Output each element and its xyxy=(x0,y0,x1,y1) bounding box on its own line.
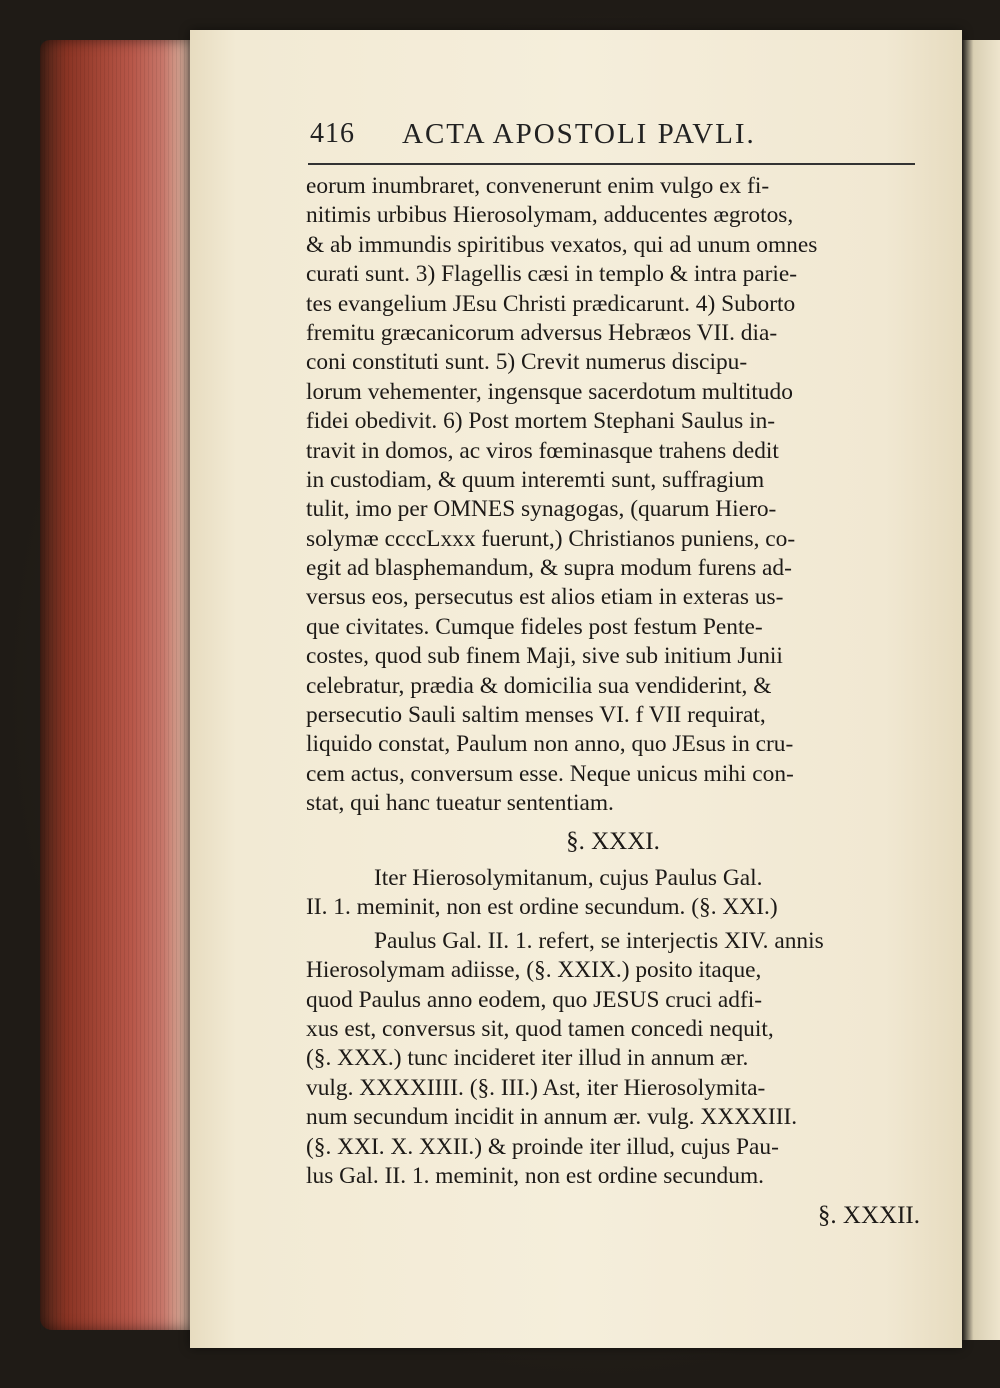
text-line: egit ad blasphemandum, & supra modum furens ad- xyxy=(306,555,792,582)
text-line: Iter Hierosolymitanum, cujus Paulus Gal. xyxy=(374,864,763,891)
text-line: travit in domos, ac viros fœminasque trahens dedit xyxy=(306,437,779,464)
running-head xyxy=(310,118,915,164)
text-line: lorum vehementer, ingensque sacerdotum multitudo xyxy=(306,378,793,405)
text-line: lus Gal. II. 1. meminit, non est ordine secundum. xyxy=(306,1162,764,1189)
text-line: Hierosolymam adiisse, (§. XXIX.) posito itaque, xyxy=(306,957,762,984)
header-rule xyxy=(308,163,915,165)
text-line: stat, qui hanc tueatur sententiam. xyxy=(306,790,614,817)
section-summary xyxy=(306,864,920,923)
main-text xyxy=(306,172,920,1231)
text-line: solymæ ccccLxxx fuerunt,) Christianos puniens, co- xyxy=(306,525,796,552)
text-line: persecutio Sauli saltim menses VI. f VII requirat, xyxy=(306,702,766,729)
catchword: §. XXXII. xyxy=(817,1202,920,1230)
text-line: in custodiam, & quum interemti sunt, suffragium xyxy=(306,466,765,493)
text-line: quod Paulus anno eodem, quo JESUS cruci adfi- xyxy=(306,986,763,1013)
text-line: fremitu græcanicorum adversus Hebræos VII. dia- xyxy=(306,319,778,346)
text-line: cem actus, conversum esse. Neque unicus mihi con- xyxy=(306,760,794,787)
text-line: celebratur, prædia & domicilia sua vendiderint, & xyxy=(306,672,772,699)
text-line: (§. XXX.) tunc incideret iter illud in annum ær. xyxy=(306,1045,749,1072)
text-line: (§. XXI. X. XXII.) & proinde iter illud, cujus Pau- xyxy=(306,1133,779,1160)
text-line: tulit, imo per OMNES synagogas, (quarum Hiero- xyxy=(306,496,777,523)
text-line: que civitates. Cumque fideles post festum Pente- xyxy=(306,613,763,640)
text-line: II. 1. meminit, non est ordine secundum. (§. XXI.) xyxy=(306,894,778,921)
text-line: xus est, conversus sit, quod tamen concedi nequit, xyxy=(306,1015,774,1042)
text-line: coni constituti sunt. 5) Crevit numerus discipu- xyxy=(306,349,748,376)
text-line: eorum inumbraret, convenerunt enim vulgo ex fi- xyxy=(306,173,770,199)
text-line: costes, quod sub finem Maji, sive sub initium Junii xyxy=(306,643,783,670)
section-paragraph xyxy=(306,927,920,1192)
text-line: num secundum incidit in annum ær. vulg. XXXXIII. xyxy=(306,1104,798,1131)
page-number: 416 xyxy=(310,118,355,149)
text-line: & ab immundis spiritibus vexatos, qui ad unum omnes xyxy=(306,231,818,258)
text-line: vulg. XXXXIIII. (§. III.) Ast, iter Hierosolymita- xyxy=(306,1074,766,1101)
text-line: versus eos, persecutus est alios etiam in exteras us- xyxy=(306,584,784,611)
text-line: fidei obedivit. 6) Post mortem Stephani Saulus in- xyxy=(306,408,776,435)
text-line: curati sunt. 3) Flagellis cæsi in templo & intra parie- xyxy=(306,261,798,288)
facing-page-edge xyxy=(962,40,1000,1340)
red-page-edges xyxy=(40,40,190,1330)
running-title: ACTA APOSTOLI PAVLI. xyxy=(402,118,756,150)
text-line: nitimis urbibus Hierosolymam, adducentes ægrotos, xyxy=(306,202,794,229)
body-paragraph xyxy=(306,172,920,819)
text-line: Paulus Gal. II. 1. refert, se interjectis XIV. annis xyxy=(374,927,824,954)
text-line: tes evangelium JEsu Christi prædicarunt. 4) Suborto xyxy=(306,290,796,317)
section-heading: §. XXXI. xyxy=(566,827,660,855)
text-line: liquido constat, Paulum non anno, quo JEsus in cru- xyxy=(306,731,794,758)
